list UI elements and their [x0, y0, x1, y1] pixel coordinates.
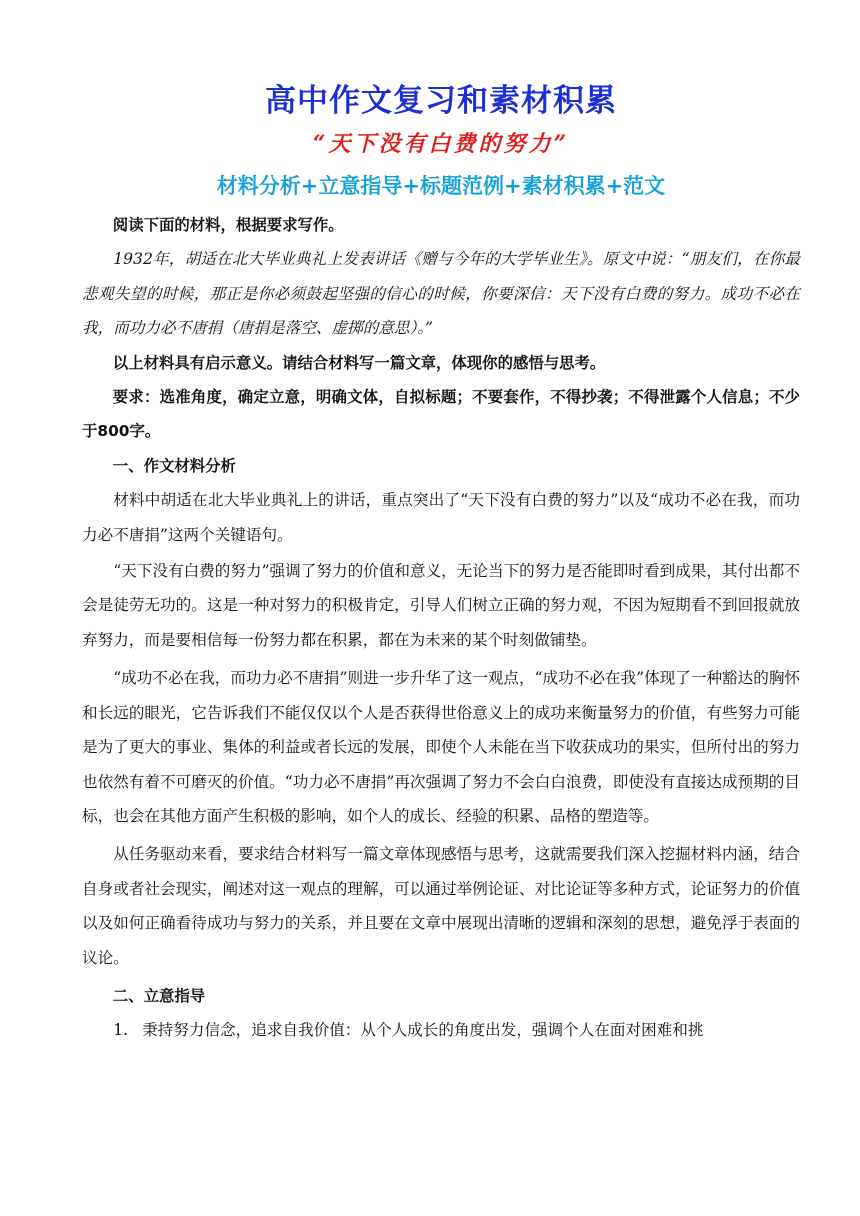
prompt-material: 1932年，胡适在北大毕业典礼上发表讲话《赠与今年的大学毕业生》。原文中说：“朋友们，在你最悲观失望的时候，那正是你必须鼓起坚强的信心的时候，你要深信：天下没有白费的努力。成功不必在我，而功力必不唐捐（唐捐是落空、虚掷的意思）。” [82, 250, 800, 338]
document-tagline: 材料分析+立意指导+标题范例+素材积累+范文 [216, 174, 666, 198]
document-page [82, 78, 800, 1048]
prompt-intro: 阅读下面的材料，根据要求写作。 [112, 216, 344, 234]
analysis-paragraph: 材料中胡适在北大毕业典礼上的讲话，重点突出了“天下没有白费的努力”以及“成功不必在我，而功力必不唐捐”这两个关键语句。 [82, 491, 800, 544]
analysis-paragraph: 从任务驱动来看，要求结合材料写一篇文章体现感悟与思考，这就需要我们深入挖掘材料内涵，结合自身或者社会现实，阐述对这一观点的理解，可以通过举例论证、对比论证等多种方式，论证努力的价值以及如何正确看待成功与努力的关系，并且要在文章中展现出清晰的逻辑和深刻的思想，避免浮于表面的议论。 [82, 845, 800, 967]
list-item-number: 1. [113, 1021, 129, 1040]
prompt-instruction: 以上材料具有启示意义。请结合材料写一篇文章，体现你的感悟与思考。 [112, 353, 606, 372]
analysis-paragraph: “成功不必在我，而功力必不唐捐”则进一步升华了这一观点，“成功不必在我”体现了一种豁达的胸怀和长远的眼光，它告诉我们不能仅仅以个人是否获得世俗意义上的成功来衡量努力的价值，有些努力可能是为了更大的事业、集体的利益或者长远的发展，即使个人未能在当下收获成功的果实，但所付出的努力也依然有着不可磨灭的价值。“功力必不唐捐”再次强调了努力不会白白浪费，即使没有直接达成预期的目标，也会在其他方面产生积极的影响，如个人的成长、经验的积累、品格的塑造等。 [82, 669, 801, 825]
prompt-requirements: 要求：选准角度，确定立意，明确文体，自拟标题；不要套作，不得抄袭；不得泄露个人信息；不少于800字。 [82, 388, 800, 441]
document-subtitle: “天下没有白费的努力” [312, 131, 570, 157]
guidance-list-item [82, 1013, 800, 1047]
section-heading-analysis: 一、作文材料分析 [112, 456, 236, 475]
document-title: 高中作文复习和素材积累 [265, 83, 617, 119]
list-item-text: 秉持努力信念，追求自我价值：从个人成长的角度出发，强调个人在面对困难和挑 [142, 1021, 704, 1040]
section-heading-guidance: 二、立意指导 [112, 986, 206, 1005]
analysis-paragraph: “天下没有白费的努力”强调了努力的价值和意义，无论当下的努力是否能即时看到成果，其付出都不会是徒劳无功的。这是一种对努力的积极肯定，引导人们树立正确的努力观，不因为短期看不到回报就放弃努力，而是要相信每一份努力都在积累，都在为未来的某个时刻做铺垫。 [82, 562, 800, 649]
